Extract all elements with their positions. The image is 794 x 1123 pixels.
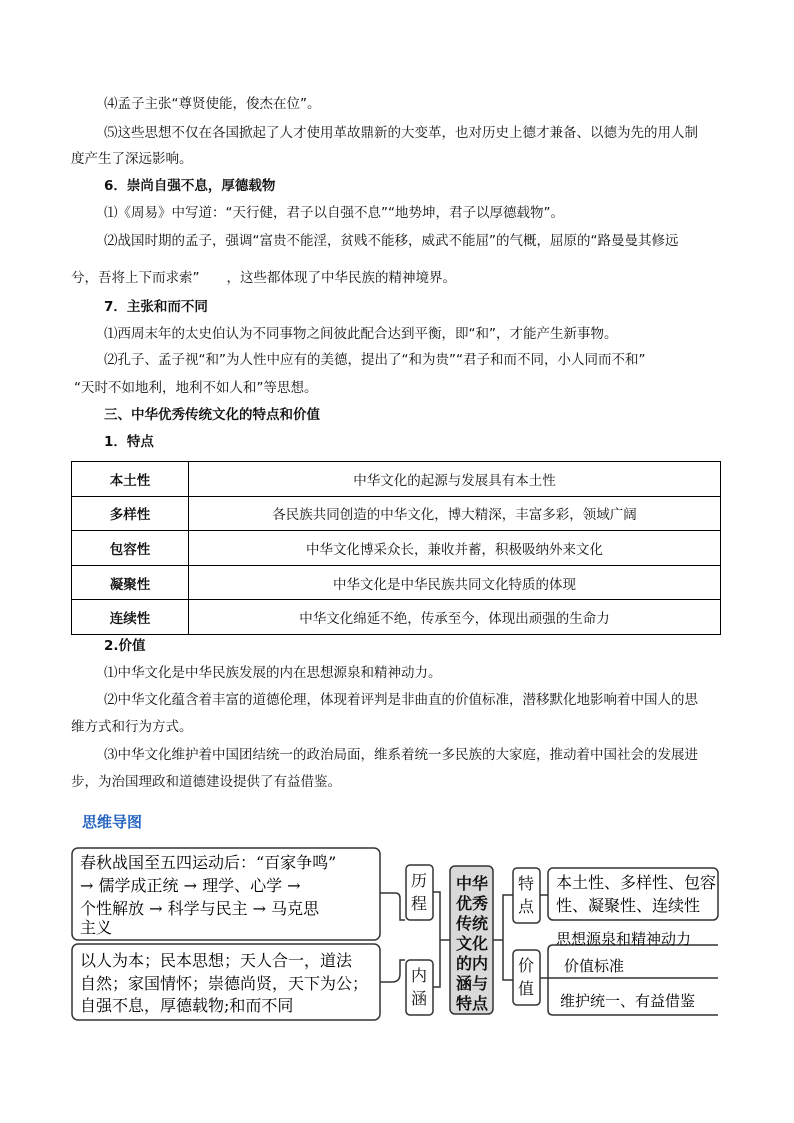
features-line-1: 本土性、多样性、包容 [556,873,717,892]
labels-to-center [433,892,450,987]
center-char-5: 的内 [455,954,488,973]
paragraph-warring-2: 兮，吾将上下而求索” ，这些都体现了中华民族的精神境界。 [71,270,456,286]
paragraph-zhouyi: ⑴《周易》中写道：“天行健，君子以自强不息”“地势坤，君子以厚德载物”。 [104,205,564,221]
paragraph-value-3-1: ⑶中华文化维护着中国团结统一的政治局面，维系着统一多民族的大家庭，推动着中国社会的发展进 [104,747,698,763]
history-connector [380,893,405,920]
connotation-line-3: 自强不息，厚德载物;和而不同 [80,996,294,1015]
paragraph-value-2-2: 维方式和行为方式。 [71,719,193,735]
feature-desc: 中华文化博采众长，兼收并蓄，积极吸纳外来文化 [189,531,721,566]
center-char-7: 特点 [455,994,488,1013]
center-char-6: 涵与 [455,974,488,993]
paragraph-value-1: ⑴中华文化是中华民族发展的内在思想源泉和精神动力。 [104,665,442,681]
paragraph-shibo: ⑴西周末年的太史伯认为不同事物之间彼此配合达到平衡，即“和”，才能产生新事物。 [104,326,618,342]
center-char-3: 传统 [455,914,488,933]
value-item-3: 维护统一、有益借鉴 [560,992,696,1010]
center-char-2: 优秀 [455,894,488,913]
connotation-line-2: 自然；家国情怀；崇德尚贤，天下为公； [80,974,369,993]
feature-key: 本土性 [72,462,189,497]
feature-desc: 各民族共同创造的中华文化，博大精深，丰富多彩，领域广阔 [189,496,721,531]
feature-key: 凝聚性 [72,565,189,600]
history-line-3: 个性解放 → 科学与民主 → 马克思 [80,899,320,918]
paragraph-talent-reform-2: 度产生了深远影响。 [71,151,193,167]
paragraph-value-2-1: ⑵中华文化蕴含着丰富的道德伦理，体现着评判是非曲直的价值标准，潜移默化地影响着中国人的思 [104,692,698,708]
feature-desc: 中华文化是中华民族共同文化特质的体现 [189,565,721,600]
paragraph-mencius-worthy: ⑷孟子主张“尊贤使能，俊杰在位”。 [104,96,321,112]
heading-section-3: 三、中华优秀传统文化的特点和价值 [104,407,320,423]
history-line-1: 春秋战国至五四运动后：“百家争鸣” [80,853,337,872]
paragraph-warring-1: ⑵战国时期的孟子，强调“富贵不能淫，贫贱不能移，威武不能屈”的气概，屈原的“路曼曼其修远 [104,233,679,249]
label-history-char-1: 历 [410,871,427,890]
label-connotation-char-2: 涵 [410,989,427,1008]
label-features-char-1: 特 [517,874,534,893]
connotation-connector [380,960,405,982]
history-line-2: → 儒学成正统 → 理学、心学 → [80,876,301,895]
features-line-2: 性、凝聚性、连续性 [556,896,701,915]
heading-6: 6．崇尚自强不息，厚德载物 [104,178,276,194]
feature-key: 连续性 [72,600,189,635]
center-to-right [493,895,513,980]
value-item-2: 价值标准 [564,957,625,975]
feature-desc: 中华文化绵延不绝，传承至今，体现出顽强的生命力 [189,600,721,635]
feature-key: 包容性 [72,531,189,566]
label-value-char-1: 价 [517,956,534,975]
heading-7: 7．主张和而不同 [104,299,208,315]
feature-desc: 中华文化的起源与发展具有本土性 [189,462,721,497]
label-connotation-char-1: 内 [410,966,427,985]
paragraph-confucius-1: ⑵孔子、孟子视“和”为人性中应有的美德，提出了“和为贵”“君子和而不同，小人同而不和” [104,352,646,368]
value-item-1: 思想源泉和精神动力 [556,930,692,948]
label-features-char-2: 点 [517,897,534,916]
label-history-char-2: 程 [410,894,427,913]
heading-features: 1．特点 [104,434,154,450]
paragraph-confucius-2: “天时不如地利，地利不如人和”等思想。 [74,380,318,396]
connotation-line-1: 以人为本；民本思想；天人合一，道法 [80,951,353,970]
paragraph-value-3-2: 步，为治国理政和道德建设提供了有益借鉴。 [71,774,341,790]
heading-value: 2.价值 [104,638,146,654]
feature-key: 多样性 [72,496,189,531]
center-char-4: 文化 [455,934,488,953]
paragraph-talent-reform-1: ⑸这些思想不仅在各国掀起了人才使用革故鼎新的大变革，也对历史上德才兼备、以德为先的用人制 [104,125,698,141]
center-char-1: 中华 [455,874,488,893]
history-line-4: 主义 [80,918,113,937]
mindmap-title: 思维导图 [82,813,143,831]
label-value-char-2: 值 [517,979,534,998]
